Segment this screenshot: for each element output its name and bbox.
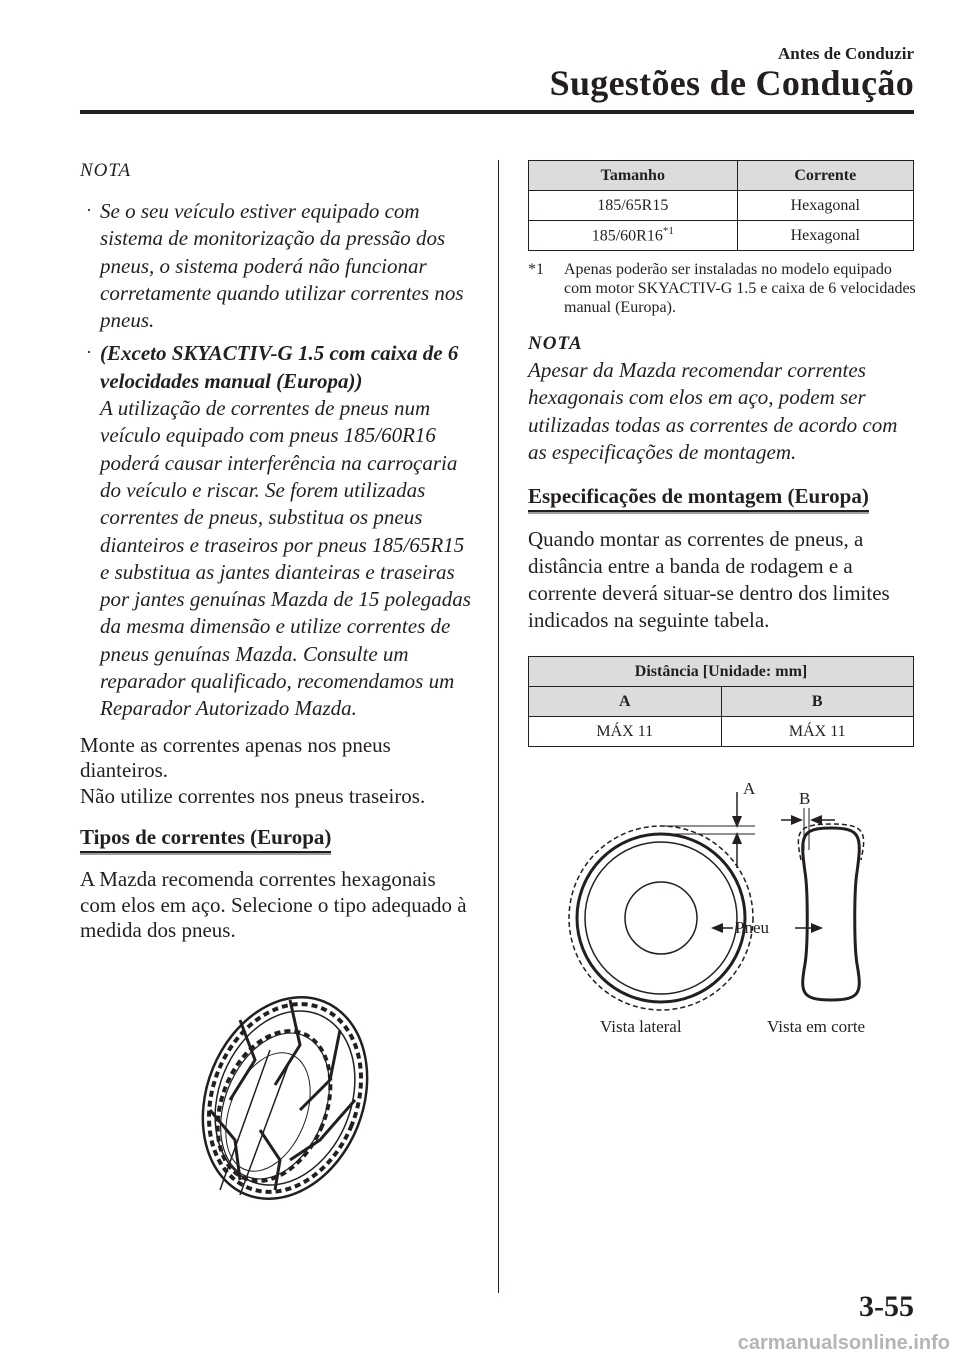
page-title: Sugestões de Condução	[549, 63, 914, 103]
header-section-name: Antes de Conduzir	[777, 44, 914, 63]
mount-text: Monte as correntes apenas nos pneus dianteiros.	[80, 732, 391, 783]
label-b: B	[799, 789, 811, 808]
nota-text-right: Apesar da Mazda recomendar correntes hexagonais com elos em aço, podem ser utilizadas todas as correntes de acordo com as especificações de montagem.	[528, 358, 898, 464]
mount-text-rear: Não utilize correntes nos pneus traseiros.	[80, 783, 426, 808]
distance-table	[528, 656, 914, 747]
table-cell: MÁX 11	[721, 717, 914, 747]
note-text: A utilização de correntes de pneus num veículo equipado com pneus 185/60R16 poderá causar interferência na carroçaria do veículo e riscar. Se forem utilizadas correntes de pneus, substitua os pneus dianteiros e traseiros por pneus 185/65R15 e substitua as jantes dianteiras e traseiras por jantes genuínas Mazda de 15 polegadas da mesma dimensão e utilize correntes de pneus genuínas Mazda. Consulte um reparador qualificado, recomendamos um Reparador Autorizado Mazda.	[100, 396, 471, 721]
tire-chain-illustration	[180, 990, 380, 1210]
table-row	[529, 221, 914, 251]
right-column	[528, 160, 916, 747]
nota-title-right: NOTA	[528, 333, 583, 354]
label-tire: Pneu	[735, 918, 769, 937]
tire-size-table	[528, 160, 914, 251]
table-header: Corrente	[737, 161, 913, 191]
watermark: carmanualsonline.info	[737, 1332, 950, 1354]
table-cell: Hexagonal	[737, 191, 913, 221]
bullet-icon: ·	[86, 342, 92, 363]
label-side-view: Vista lateral	[600, 1017, 682, 1036]
nota-title: NOTA	[80, 160, 132, 181]
page-number: 3-55	[859, 1290, 914, 1323]
column-divider	[498, 160, 499, 1293]
table-cell: 185/60R16$^{*1}$	[529, 221, 738, 251]
table-row	[529, 717, 914, 747]
label-a: A	[743, 780, 756, 798]
table-header: B	[721, 687, 914, 717]
note-condition: (Exceto SKYACTIV-G 1.5 com caixa de 6 velocidades manual (Europa))	[100, 341, 459, 393]
header-rule	[80, 110, 914, 114]
table-title: Distância [Unidade: mm]	[529, 657, 914, 687]
left-column	[80, 160, 472, 944]
tire-clearance-diagram	[555, 780, 895, 1050]
footnote-mark: *1	[528, 261, 544, 278]
note-list	[80, 198, 472, 723]
spec-text: Quando montar as correntes de pneus, a distância entre a banda de rodagem e a corrente deverá situar-se dentro dos limites indicados na seguinte tabela.	[528, 527, 890, 633]
footnote-text: Apenas poderão ser instaladas no modelo equipado com motor SKYACTIV-G 1.5 e caixa de 6 velocidades manual (Europa).	[564, 261, 916, 316]
table-cell: Hexagonal	[737, 221, 913, 251]
table-row	[529, 191, 914, 221]
types-heading: Tipos de correntes (Europa)	[80, 825, 331, 853]
footnote-ref: *1	[662, 225, 674, 238]
label-section-view: Vista em corte	[767, 1017, 866, 1036]
footnote	[528, 260, 916, 317]
types-text: A Mazda recomenda correntes hexagonais com elos em aço. Selecione o tipo adequado à medida dos pneus.	[80, 867, 467, 943]
bullet-icon: ·	[86, 200, 92, 220]
note-text: Se o seu veículo estiver equipado com sistema de monitorização da pressão dos pneus, o sistema poderá não funcionar corretamente quando utilizar correntes nos pneus.	[100, 199, 464, 333]
table-cell: MÁX 11	[529, 717, 722, 747]
table-header: A	[529, 687, 722, 717]
spec-heading: Especificações de montagem (Europa)	[528, 484, 869, 512]
table-header: Tamanho	[529, 161, 738, 191]
note-item	[80, 198, 472, 334]
note-item	[80, 340, 472, 722]
table-cell: 185/65R15	[529, 191, 738, 221]
